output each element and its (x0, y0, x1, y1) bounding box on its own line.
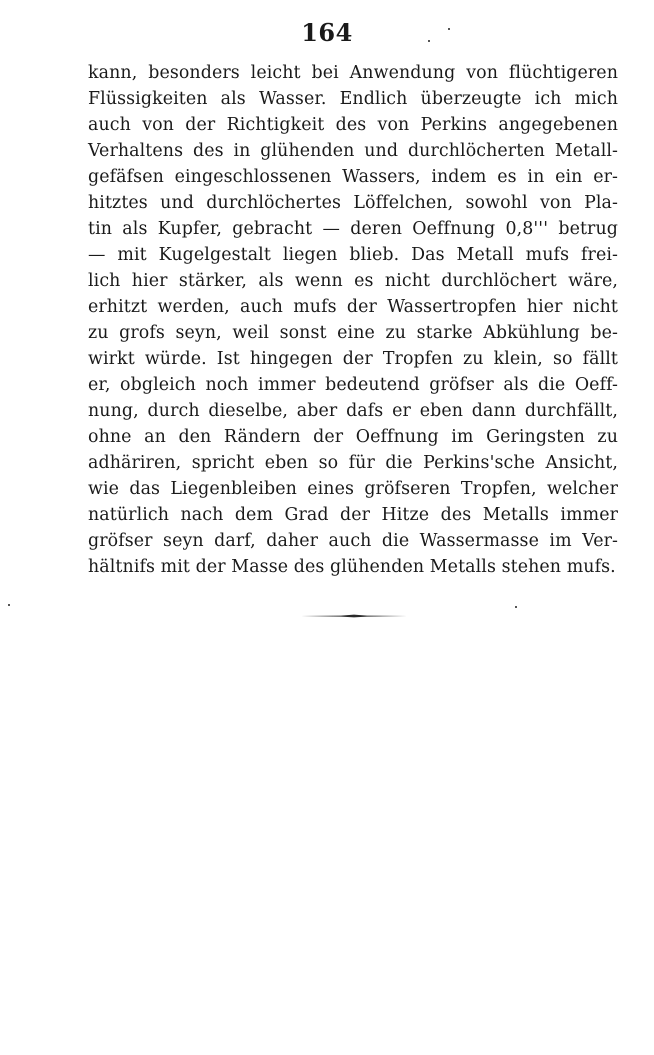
text-line: er, obgleich noch immer bedeutend gröfser als die Oeff- (88, 375, 618, 395)
text-line: Flüssigkeiten als Wasser. Endlich überzeugte ich mich (88, 89, 618, 109)
text-line: hitztes und durchlöchertes Löffelchen, sowohl von Pla- (88, 193, 618, 213)
print-speck (428, 40, 430, 42)
text-line: gröfser seyn darf, daher auch die Wassermasse im Ver- (88, 531, 618, 551)
text-line: ohne an den Rändern der Oeffnung im Geringsten zu (88, 427, 618, 447)
divider-rule (301, 614, 407, 618)
text-line: natürlich nach dem Grad der Hitze des Metalls immer (88, 505, 618, 525)
print-speck (8, 604, 10, 606)
text-line: Verhaltens des in glühenden und durchlöcherten Metall- (88, 141, 618, 161)
text-line: gefäfsen eingeschlossenen Wassers, indem es in ein er- (88, 167, 618, 187)
section-divider (301, 614, 407, 616)
text-line: kann, besonders leicht bei Anwendung von flüchtigeren (88, 63, 618, 83)
text-line: adhäriren, spricht eben so für die Perkins'sche Ansicht, (88, 453, 618, 473)
text-line: wirkt würde. Ist hingegen der Tropfen zu klein, so fällt (88, 349, 618, 369)
text-line: hältnifs mit der Masse des glühenden Metalls stehen mufs. (88, 557, 616, 577)
text-line: nung, durch dieselbe, aber dafs er eben dann durchfällt, (88, 401, 618, 421)
text-line: zu grofs seyn, weil sonst eine zu starke Abkühlung be- (88, 323, 618, 343)
print-speck (448, 28, 450, 30)
body-text (88, 60, 618, 580)
text-line: lich hier stärker, als wenn es nicht durchlöchert wäre, (88, 271, 618, 291)
text-line: auch von der Richtigkeit des von Perkins angegebenen (88, 115, 618, 135)
text-line: erhitzt werden, auch mufs der Wassertropfen hier nicht (88, 297, 618, 317)
text-line: tin als Kupfer, gebracht — deren Oeffnung 0,8''' betrug (88, 219, 618, 239)
text-line: — mit Kugelgestalt liegen blieb. Das Metall mufs frei- (88, 245, 618, 265)
text-line: wie das Liegenbleiben eines gröfseren Tropfen, welcher (88, 479, 618, 499)
page-number: 164 (301, 18, 353, 47)
print-speck (515, 606, 517, 608)
